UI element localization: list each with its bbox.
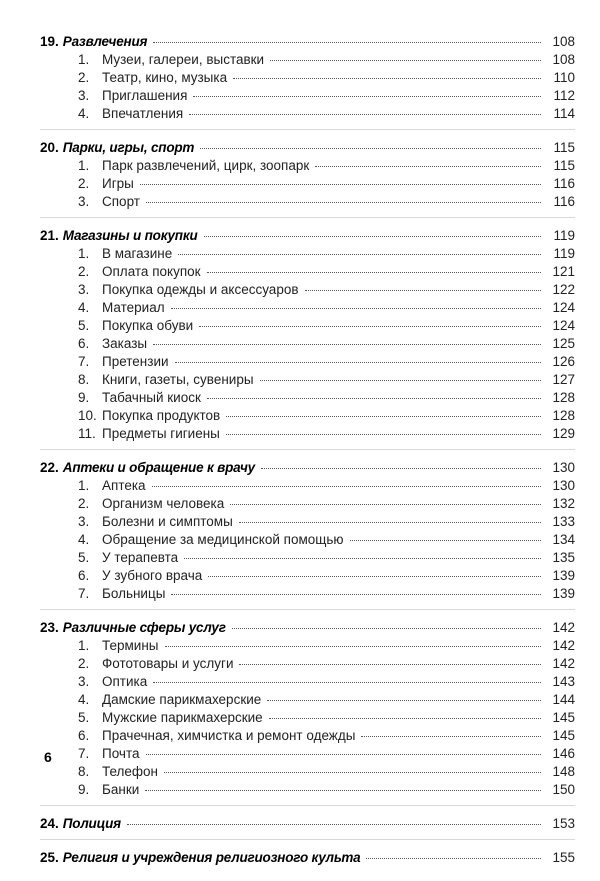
toc-section — [40, 32, 575, 130]
entry-title: Больницы — [102, 586, 166, 601]
chapter-heading[interactable] — [40, 138, 575, 157]
entry-page: 108 — [552, 34, 575, 49]
dot-leader — [204, 236, 541, 237]
toc-entry[interactable] — [40, 655, 575, 673]
entry-page: 126 — [552, 354, 575, 369]
entry-number: 1. — [78, 638, 90, 653]
entry-page: 135 — [552, 550, 575, 565]
entry-number: 3. — [78, 514, 90, 529]
dot-leader — [350, 540, 541, 541]
entry-title: Болезни и симптомы — [102, 514, 233, 529]
entry-title: Полиция — [62, 816, 121, 831]
entry-page: 148 — [552, 764, 575, 779]
entry-page: 143 — [552, 674, 575, 689]
entry-page: 145 — [552, 710, 575, 725]
entry-page: 128 — [552, 408, 575, 423]
entry-title: Материал — [102, 300, 165, 315]
entry-number: 22. — [40, 460, 59, 475]
entry-title: У зубного врача — [102, 568, 203, 583]
entry-number: 7. — [78, 746, 90, 761]
entry-title: Впечатления — [102, 106, 184, 121]
dot-leader — [239, 664, 541, 665]
entry-title: Аптека — [102, 478, 146, 493]
toc-entry[interactable] — [40, 549, 575, 567]
entry-title: Банки — [102, 782, 140, 797]
toc-entry[interactable] — [40, 745, 575, 763]
entry-title: Парки, игры, спорт — [62, 140, 195, 155]
entry-number: 3. — [78, 282, 90, 297]
entry-page: 139 — [552, 568, 575, 583]
entry-title: Претензии — [102, 354, 169, 369]
dot-leader — [260, 380, 541, 381]
entry-page: 139 — [552, 586, 575, 601]
entry-number: 23. — [40, 620, 59, 635]
entry-title: Игры — [102, 176, 134, 191]
entry-page: 124 — [552, 318, 575, 333]
entry-number: 3. — [78, 88, 90, 103]
chapter-heading[interactable] — [40, 618, 575, 637]
toc-entry[interactable] — [40, 585, 575, 603]
table-of-contents — [40, 32, 575, 881]
toc-entry[interactable] — [40, 51, 575, 69]
entry-page: 153 — [552, 816, 575, 831]
entry-page: 116 — [553, 194, 575, 209]
toc-entry[interactable] — [40, 353, 575, 371]
entry-page: 144 — [552, 692, 575, 707]
entry-page: 146 — [552, 746, 575, 761]
entry-page: 125 — [552, 336, 575, 351]
chapter-heading[interactable] — [40, 458, 575, 477]
dot-leader — [193, 96, 541, 97]
dot-leader — [269, 718, 541, 719]
dot-leader — [230, 504, 541, 505]
entry-number: 2. — [78, 264, 90, 279]
entry-number: 1. — [78, 52, 90, 67]
entry-page: 127 — [552, 372, 575, 387]
entry-number: 9. — [78, 390, 90, 405]
entry-title: Покупка обуви — [102, 318, 194, 333]
dot-leader — [199, 326, 541, 327]
entry-page: 142 — [552, 638, 575, 653]
entry-title: Театр, кино, музыка — [102, 70, 228, 85]
dot-leader — [207, 272, 541, 273]
entry-number: 11. — [78, 426, 96, 441]
toc-entry[interactable] — [40, 105, 575, 123]
entry-number: 5. — [78, 710, 90, 725]
toc-entry[interactable] — [40, 157, 575, 175]
dot-leader — [267, 700, 541, 701]
toc-entry[interactable] — [40, 709, 575, 727]
toc-entry[interactable] — [40, 245, 575, 263]
toc-entry[interactable] — [40, 87, 575, 105]
entry-number: 6. — [78, 568, 90, 583]
dot-leader — [175, 362, 541, 363]
dot-leader — [208, 576, 541, 577]
entry-page: 112 — [553, 88, 575, 103]
entry-page: 134 — [552, 532, 575, 547]
toc-entry[interactable] — [40, 175, 575, 193]
dot-leader — [127, 824, 541, 825]
entry-title: Развлечения — [62, 34, 148, 49]
toc-entry[interactable] — [40, 513, 575, 531]
toc-entry[interactable] — [40, 727, 575, 745]
dot-leader — [239, 522, 541, 523]
entry-number: 5. — [78, 318, 90, 333]
entry-page: 122 — [552, 282, 575, 297]
page-number: 6 — [44, 749, 52, 765]
entry-title: В магазине — [102, 246, 173, 261]
entry-page: 115 — [553, 140, 575, 155]
entry-title: Спорт — [102, 194, 140, 209]
entry-page: 155 — [552, 850, 575, 865]
dot-leader — [153, 682, 541, 683]
entry-number: 2. — [78, 176, 90, 191]
entry-number: 7. — [78, 586, 90, 601]
entry-number: 20. — [40, 140, 59, 155]
dot-leader — [153, 344, 541, 345]
entry-title: Различные сферы услуг — [62, 620, 226, 635]
dot-leader — [366, 858, 541, 859]
entry-title: Термины — [102, 638, 159, 653]
entry-number: 5. — [78, 550, 90, 565]
dot-leader — [232, 628, 541, 629]
dot-leader — [164, 772, 541, 773]
entry-title: У терапевта — [102, 550, 179, 565]
toc-entry[interactable] — [40, 691, 575, 709]
toc-section — [40, 814, 575, 840]
entry-title: Фототовары и услуги — [102, 656, 234, 671]
toc-entry[interactable] — [40, 425, 575, 443]
toc-entry[interactable] — [40, 763, 575, 781]
entry-title: Предметы гигиены — [102, 426, 220, 441]
dot-leader — [261, 468, 541, 469]
entry-page: 110 — [553, 70, 575, 85]
entry-title: Аптеки и обращение к врачу — [62, 460, 255, 475]
toc-section — [40, 458, 575, 610]
entry-page: 119 — [553, 246, 575, 261]
toc-entry[interactable] — [40, 69, 575, 87]
entry-number: 6. — [78, 728, 90, 743]
entry-number: 19. — [40, 34, 59, 49]
entry-title: Покупка продуктов — [102, 408, 221, 423]
entry-number: 2. — [78, 70, 90, 85]
toc-entry[interactable] — [40, 335, 575, 353]
entry-number: 21. — [40, 228, 59, 243]
entry-title: Мужские парикмахерские — [102, 710, 263, 725]
entry-number: 6. — [78, 336, 90, 351]
toc-entry[interactable] — [40, 317, 575, 335]
entry-number: 3. — [78, 674, 90, 689]
dot-leader — [361, 736, 541, 737]
toc-entry[interactable] — [40, 299, 575, 317]
entry-page: 145 — [552, 728, 575, 743]
entry-number: 7. — [78, 354, 90, 369]
entry-number: 25. — [40, 850, 59, 865]
entry-title: Прачечная, химчистка и ремонт одежды — [102, 728, 356, 743]
entry-number: 2. — [78, 496, 90, 511]
entry-page: 128 — [552, 390, 575, 405]
entry-title: Магазины и покупки — [62, 228, 198, 243]
dot-leader — [178, 254, 541, 255]
chapter-heading[interactable] — [40, 814, 575, 833]
entry-page: 133 — [552, 514, 575, 529]
entry-title: Оплата покупок — [102, 264, 201, 279]
toc-entry[interactable] — [40, 567, 575, 585]
toc-entry[interactable] — [40, 637, 575, 655]
entry-title: Почта — [102, 746, 140, 761]
entry-title: Приглашения — [102, 88, 188, 103]
entry-number: 8. — [78, 372, 90, 387]
dot-leader — [315, 166, 541, 167]
dot-leader — [145, 790, 541, 791]
entry-title: Обращение за медицинской помощью — [102, 532, 344, 547]
entry-page: 142 — [552, 656, 575, 671]
toc-entry[interactable] — [40, 389, 575, 407]
entry-page: 116 — [553, 176, 575, 191]
dot-leader — [305, 290, 541, 291]
toc-section — [40, 618, 575, 806]
chapter-heading[interactable] — [40, 848, 575, 867]
toc-entry[interactable] — [40, 371, 575, 389]
entry-number: 4. — [78, 692, 90, 707]
toc-entry[interactable] — [40, 477, 575, 495]
toc-entry[interactable] — [40, 193, 575, 211]
entry-number: 1. — [78, 478, 90, 493]
entry-number: 10. — [78, 408, 97, 423]
toc-entry[interactable] — [40, 673, 575, 691]
entry-title: Книги, газеты, сувениры — [102, 372, 254, 387]
entry-number: 4. — [78, 532, 90, 547]
entry-title: Религия и учреждения религиозного культа — [62, 850, 361, 865]
toc-entry[interactable] — [40, 495, 575, 513]
dot-leader — [146, 754, 542, 755]
entry-title: Покупка одежды и аксессуаров — [102, 282, 299, 297]
entry-page: 142 — [552, 620, 575, 635]
entry-page: 129 — [552, 426, 575, 441]
toc-section — [40, 848, 575, 873]
chapter-heading[interactable] — [40, 226, 575, 245]
dot-leader — [171, 308, 541, 309]
entry-number: 1. — [78, 246, 90, 261]
entry-page: 114 — [553, 106, 575, 121]
entry-page: 150 — [552, 782, 575, 797]
chapter-heading[interactable] — [40, 32, 575, 51]
entry-title: Табачный киоск — [102, 390, 201, 405]
entry-title: Заказы — [102, 336, 148, 351]
entry-page: 119 — [553, 228, 575, 243]
entry-number: 1. — [78, 158, 90, 173]
dot-leader — [270, 60, 541, 61]
toc-section — [40, 138, 575, 218]
entry-number: 4. — [78, 106, 90, 121]
entry-number: 9. — [78, 782, 90, 797]
toc-entry[interactable] — [40, 531, 575, 549]
dot-leader — [146, 202, 541, 203]
entry-number: 2. — [78, 656, 90, 671]
dot-leader — [165, 646, 542, 647]
entry-number: 4. — [78, 300, 90, 315]
dot-leader — [152, 486, 541, 487]
entry-number: 8. — [78, 764, 90, 779]
entry-page: 121 — [552, 264, 575, 279]
entry-page: 108 — [552, 52, 575, 67]
entry-page: 130 — [552, 478, 575, 493]
toc-entry[interactable] — [40, 781, 575, 799]
dot-leader — [233, 78, 541, 79]
toc-entry[interactable] — [40, 281, 575, 299]
dot-leader — [171, 594, 541, 595]
entry-title: Организм человека — [102, 496, 225, 511]
toc-entry[interactable] — [40, 407, 575, 425]
dot-leader — [207, 398, 541, 399]
entry-title: Дамские парикмахерские — [102, 692, 262, 707]
dot-leader — [189, 114, 541, 115]
dot-leader — [153, 42, 541, 43]
entry-page: 132 — [552, 496, 575, 511]
dot-leader — [226, 434, 541, 435]
entry-page: 115 — [553, 158, 575, 173]
entry-title: Музеи, галереи, выставки — [102, 52, 265, 67]
entry-page: 124 — [552, 300, 575, 315]
entry-number: 24. — [40, 816, 59, 831]
entry-title: Телефон — [102, 764, 159, 779]
entry-number: 3. — [78, 194, 90, 209]
dot-leader — [140, 184, 541, 185]
entry-title: Парк развлечений, цирк, зоопарк — [102, 158, 310, 173]
entry-title: Оптика — [102, 674, 148, 689]
toc-entry[interactable] — [40, 263, 575, 281]
dot-leader — [184, 558, 541, 559]
dot-leader — [200, 148, 541, 149]
entry-page: 130 — [552, 460, 575, 475]
toc-section — [40, 226, 575, 450]
dot-leader — [226, 416, 541, 417]
